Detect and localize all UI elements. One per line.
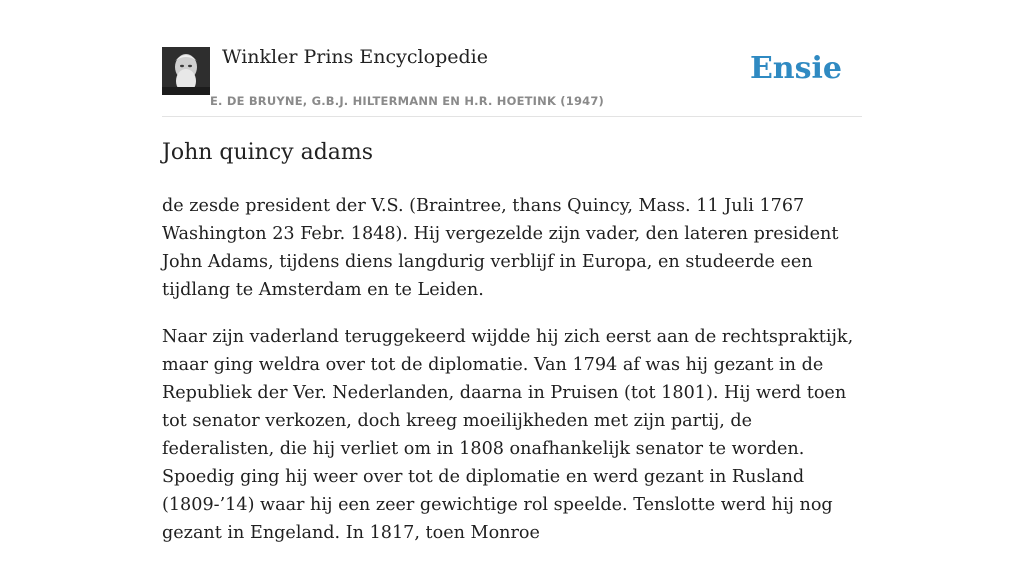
- article-paragraph: de zesde president der V.S. (Braintree, thans Quincy, Mass. 11 Juli 1767 Washington 23 Febr. 1848). Hij vergezelde zijn vader, den lateren president John Adams, tijdens diens langdurig verblijf in Europa, en studeerde een tijdlang te Amsterdam en te Leiden.: [162, 196, 839, 300]
- article-title: John quincy adams: [162, 140, 374, 165]
- ensie-logo-link[interactable]: Ensie: [749, 51, 842, 86]
- author-avatar[interactable]: [162, 47, 210, 95]
- encyclopedia-name[interactable]: Winkler Prins Encyclopedie: [222, 46, 488, 68]
- header: [162, 46, 862, 117]
- authors-line: E. DE BRUYNE, G.B.J. HILTERMANN EN H.R. HOETINK (1947): [210, 94, 605, 108]
- article-body: [162, 192, 862, 566]
- article-paragraph: Naar zijn vaderland teruggekeerd wijdde hij zich eerst aan de rechtspraktijk, maar ging weldra over tot de diplomatie. Van 1794 af was hij gezant in de Republiek der Ver. Nederlanden, daarna in Pruisen (tot 1801). Hij werd toen tot senator verkozen, doch kreeg moeilijkheden met zijn partij, de federalisten, die hij verliet om in 1808 onafhankelijk senator te worden. Spoedig ging hij weer over tot de diplomatie en werd gezant in Rusland (1809-’14) waar hij een zeer gewichtige rol speelde. Tenslotte werd hij nog gezant in Engeland. In 1817, toen Monroe: [162, 327, 854, 543]
- author-portrait-icon: [162, 47, 210, 95]
